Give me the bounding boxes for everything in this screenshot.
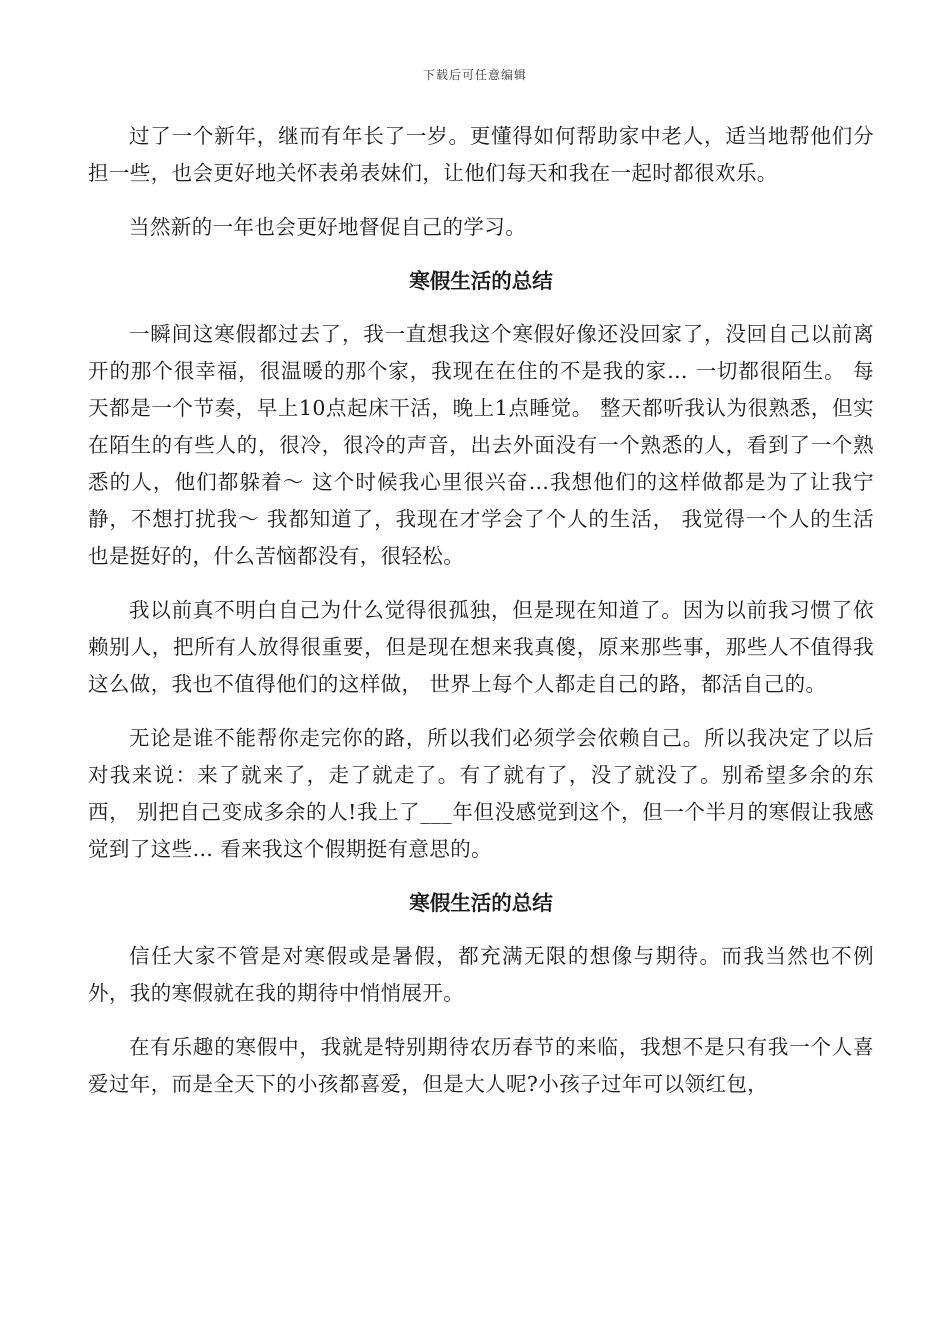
paragraph: 在有乐趣的寒假中，我就是特别期待农历春节的来临，我想不是只有我一个人喜爱过年，而是全天下的小孩都喜爱，但是大人呢?小孩子过年可以领红包， bbox=[88, 1035, 874, 1096]
paragraph: 我以前真不明白自己为什么觉得很孤独，但是现在知道了。因为以前我习惯了依赖别人，把所有人放得很重要，但是现在想来我真傻，原来那些事，那些人不值得我这么做，我也不值得他们的这样做， 世界上每个人都走自己的路，都活自己的。 bbox=[88, 598, 874, 696]
paragraph: 无论是谁不能帮你走完你的路，所以我们必须学会依赖自己。所以我决定了以后对我来说：来了就来了，走了就走了。有了就有了，没了就没了。别希望多余的东西， 别把自己变成多余的人!我上了___年但没感觉到这个，但一个半月的寒假让我感觉到了这些… 看来我这个假期挺有意思的。 bbox=[88, 726, 874, 861]
paragraph: 一瞬间这寒假都过去了，我一直想我这个寒假好像还没回家了，没回自己以前离开的那个很幸福，很温暖的那个家，我现在在住的不是我的家… 一切都很陌生。 每天都是一个节奏，早上10点起床干活，晚上1点睡觉。 整天都听我认为很熟悉，但实在陌生的有些人的，很冷，很冷的声音，出去外面没有一个熟悉的人，看到了一个熟悉的人，他们都躲着～ 这个时候我心里很兴奋…我想他们的这样做都是为了让我宁静，不想打扰我～ 我都知道了，我现在才学会了个人的生活， 我觉得一个人的生活也是挺好的，什么苦恼都没有，很轻松。 bbox=[88, 322, 874, 568]
header-note: 下载后可任意编辑 bbox=[422, 68, 527, 82]
document-body bbox=[88, 118, 874, 1120]
section-heading: 寒假生活的总结 bbox=[409, 269, 553, 293]
paragraph: 过了一个新年，继而有年长了一岁。更懂得如何帮助家中老人，适当地帮他们分担一些，也会更好地关怀表弟表妹们，让他们每天和我在一起时都很欢乐。 bbox=[88, 124, 874, 185]
paragraph: 信任大家不管是对寒假或是暑假，都充满无限的想像与期待。而我当然也不例外，我的寒假就在我的期待中悄悄展开。 bbox=[88, 944, 874, 1005]
section-heading: 寒假生活的总结 bbox=[409, 891, 553, 915]
paragraph: 当然新的一年也会更好地督促自己的学习。 bbox=[129, 215, 527, 239]
